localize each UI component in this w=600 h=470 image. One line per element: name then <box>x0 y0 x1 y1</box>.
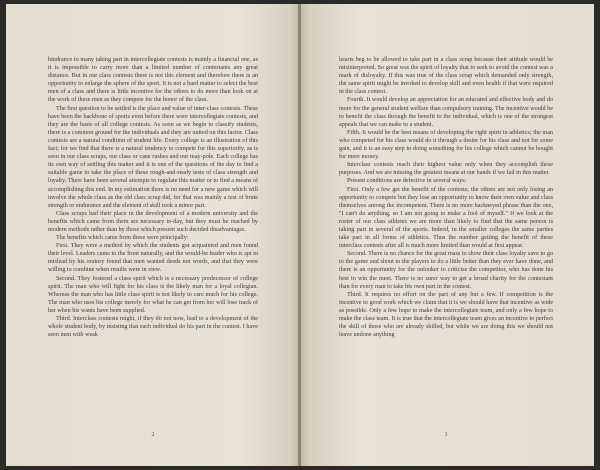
left-page-text <box>48 56 258 339</box>
paragraph: Second. There is no chance for the great mass to show their class loyalty save to go to the game and shout to the players to do a little better than they ever have done, and there is an opportunity for the onlooker to criticise the competitor, who has done his best to win the meet. There is no surer way to get a broad charity for the contestant than for every man to take his own part in the contest. <box>339 251 553 290</box>
paragraph: The benefits which came from these were principally: <box>56 235 189 242</box>
paragraph: hindrance to many taking part in intercollegiate contests is mainly a financial one, as it is impossible to carry more than a limited number of contestants any great distance. But in our class contests there is not this element and therefore there is an opportunity to enlarge the sphere of the sport. It is not a hard matter to select the best men of a class and there is little incentive for the others to do more than look on at the work of these men as they compete for the honor of the class. <box>48 57 258 104</box>
paragraph: Fifth. It would be the best means of developing the right spirit in athletics; the man who competed for his class would do it through a desire for his class and not for some gain, and it is an easy step to doing something for his college which cannot be bought for mere money. <box>339 129 553 161</box>
book-spread <box>6 4 594 466</box>
paragraph: hearts beg to be allowed to take part in a class scrap because their attitude would be misinterpreted. So great was the spirit of loyalty that to seek to avoid the contest was a mark of disloyalty. If this was true of the class scrap which demanded only strength, the same spirit might be invoked to develop skill and even health if that were required in the class contest. <box>339 57 553 96</box>
paragraph: Second. They fostered a class spirit which is a necessary predecessor of college spirit. The man who will fight for his class is the likely man for a loyal collegian. Whereas the man who has little class spirit is not likely to care much for his college. The man who uses his college merely for what he can get from her will lose track of her when his wants have been supplied. <box>48 275 258 314</box>
paragraph: First. They were a method by which the students got acquainted and men found their level. Leaders came to the front naturally, and the would-be leader who is apt to mislead by his oratory found that men wanted deeds not words, and that they were willing to combine when results were in view. <box>48 243 258 274</box>
paragraph: First. Only a few get the benefit of the contests; the others are not only losing an opportunity to compete but they lose an opportunity to know their own value and class themselves among the incompetent. There is no more hackneyed phrase than the one, "I can't do anything, so I am not going to make a fool of myself." If we look at the roster of our class athletes we are more than likely to find that the same person is taking part in several of the sports. Indeed, in the smaller colleges the same parties take part in all forms of athletics. Thus the number getting the benefit of these interclass contests after all is much more limited than would at first appear. <box>339 186 553 250</box>
paragraph: Interclass contests reach their highest value only when they accomplish these purposes. And we are missing the greatest means at our hands if we fail in this matter. <box>339 162 553 177</box>
paragraph: Present conditions are defective in several ways: <box>347 178 467 185</box>
right-page-text <box>339 56 553 339</box>
paragraph: Third. Interclass contests might, if they do not now, lead to a development of the whole student body, by insisting that each individual do his part in the contest. I have seen men with weak <box>48 316 258 339</box>
paragraph: Third. It requires no effort on the part of any but a few. If competition is the incentive to good work which we claim that it is we should have that incentive as wide as possible. Only a few hope to make the intercollegiate team, and only a few hope to make the class team. It is true that the intercollegiate team gives an incentive to perfect the skill of those who are already skilled, but while we are doing this we should not leave undone anything <box>339 291 553 339</box>
right-page <box>301 4 594 466</box>
paragraph: Class scraps had their place in the development of a modern university and the benefits which came from them are necessary to-day, but they must be reached by modern methods rather than by those which present such decided disadvantages. <box>48 210 258 233</box>
paragraph: The first question to be settled is the place and value of inter-class contests. These have been the backbone of sports even before there were intercollegiate contests, and they are the basis of all college contests. As soon as we begin to classify students, there is a common ground for the individuals and they are united on this factor. Class contests are a natural condition of student life. Every college is an illustration of this fact; for we find that there is a natural tendency to compete for this superiority, as is seen in our class scraps, our class or cane rushes and our may-pole. Each college has its own way of settling this matter and it is one of the questions of the day to find a suitable game to take the place of these rough-and-ready tests of class strength and loyalty. There have been several attempts to regulate this matter or to find a means of accomplishing this end. In my estimation there is no need for a new game which will involve the whole class as the old class scrap did, for that was mainly a test of brute strength or endurance and the element of skill took a minor part. <box>48 105 258 209</box>
page-number: 2 <box>151 432 155 438</box>
left-page <box>6 4 299 466</box>
page-number: 3 <box>444 432 448 438</box>
paragraph: Fourth. It would develop an appreciation for an educated and effective body and do more for the general student welfare than compulsory training. The incentive would be to benefit the class through the benefit to the individual, which is one of the strongest appeals that we can make to a student. <box>339 97 553 128</box>
